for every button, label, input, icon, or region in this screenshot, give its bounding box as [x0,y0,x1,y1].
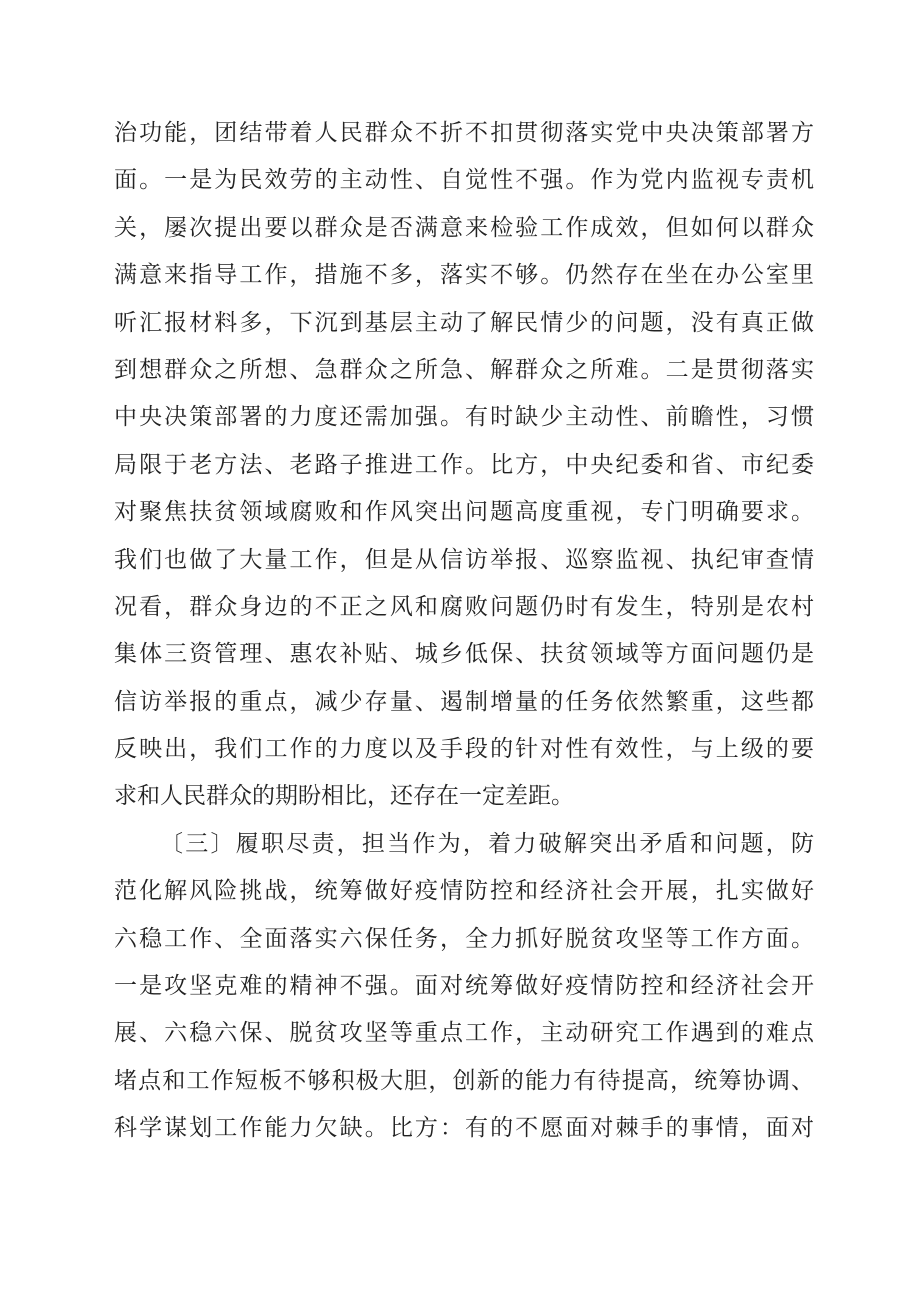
text-line: 信访举报的重点，减少存量、遏制增量的任务依然繁重，这些都 [114,688,814,715]
text-line: 堵点和工作短板不够积极大胆，创新的能力有待提高，统筹协调、 [114,1067,814,1094]
paragraph-1 [114,110,814,821]
text-line: 况看，群众身边的不正之风和腐败问题仍时有发生，特别是农村 [114,593,814,620]
text-line: 集体三资管理、惠农补贴、城乡低保、扶贫领域等方面问题仍是 [114,641,814,668]
text-line: 反映出，我们工作的力度以及手段的针对性有效性，与上级的要 [114,736,814,763]
paragraph-2 [114,821,814,1153]
text-line: 治功能，团结带着人民群众不折不扣贯彻落实党中央决策部署方 [114,120,814,146]
text-line: 到想群众之所想、急群众之所急、解群众之所难。二是贯彻落实 [114,356,814,383]
text-line: 六稳工作、全面落实六保任务，全力抓好脱贫攻坚等工作方面。 [114,925,814,952]
body-text [114,110,814,1153]
text-line: 对聚焦扶贫领域腐败和作风突出问题高度重视，专门明确要求。 [114,499,814,526]
text-line: 局限于老方法、老路子推进工作。比方，中央纪委和省、市纪委 [114,451,814,478]
section-heading-line: 〔三〕履职尽责，担当作为，着力破解突出矛盾和问题，防 [160,830,814,857]
text-line: 我们也做了大量工作，但是从信访举报、巡察监视、执纪审查情 [114,546,814,573]
text-line: 范化解风险挑战，统筹做好疫情防控和经济社会开展，扎实做好 [114,878,814,905]
text-line: 展、六稳六保、脱贫攻坚等重点工作，主动研究工作遇到的难点 [114,1020,814,1047]
text-line: 一是攻坚克难的精神不强。面对统筹做好疫情防控和经济社会开 [114,973,814,1000]
text-line: 面。一是为民效劳的主动性、自觉性不强。作为党内监视专责机 [114,167,814,194]
text-line: 满意来指导工作，措施不多，落实不够。仍然存在坐在办公室里 [114,262,814,289]
text-line: 听汇报材料多，下沉到基层主动了解民情少的问题，没有真正做 [114,309,814,336]
text-line: 求和人民群众的期盼相比，还存在一定差距。 [114,783,574,810]
text-line: 关，屡次提出要以群众是否满意来检验工作成效，但如何以群众 [114,214,814,241]
text-line: 科学谋划工作能力欠缺。比方：有的不愿面对棘手的事情，面对 [114,1115,814,1142]
text-line: 中央决策部署的力度还需加强。有时缺少主动性、前瞻性，习惯 [114,404,814,431]
